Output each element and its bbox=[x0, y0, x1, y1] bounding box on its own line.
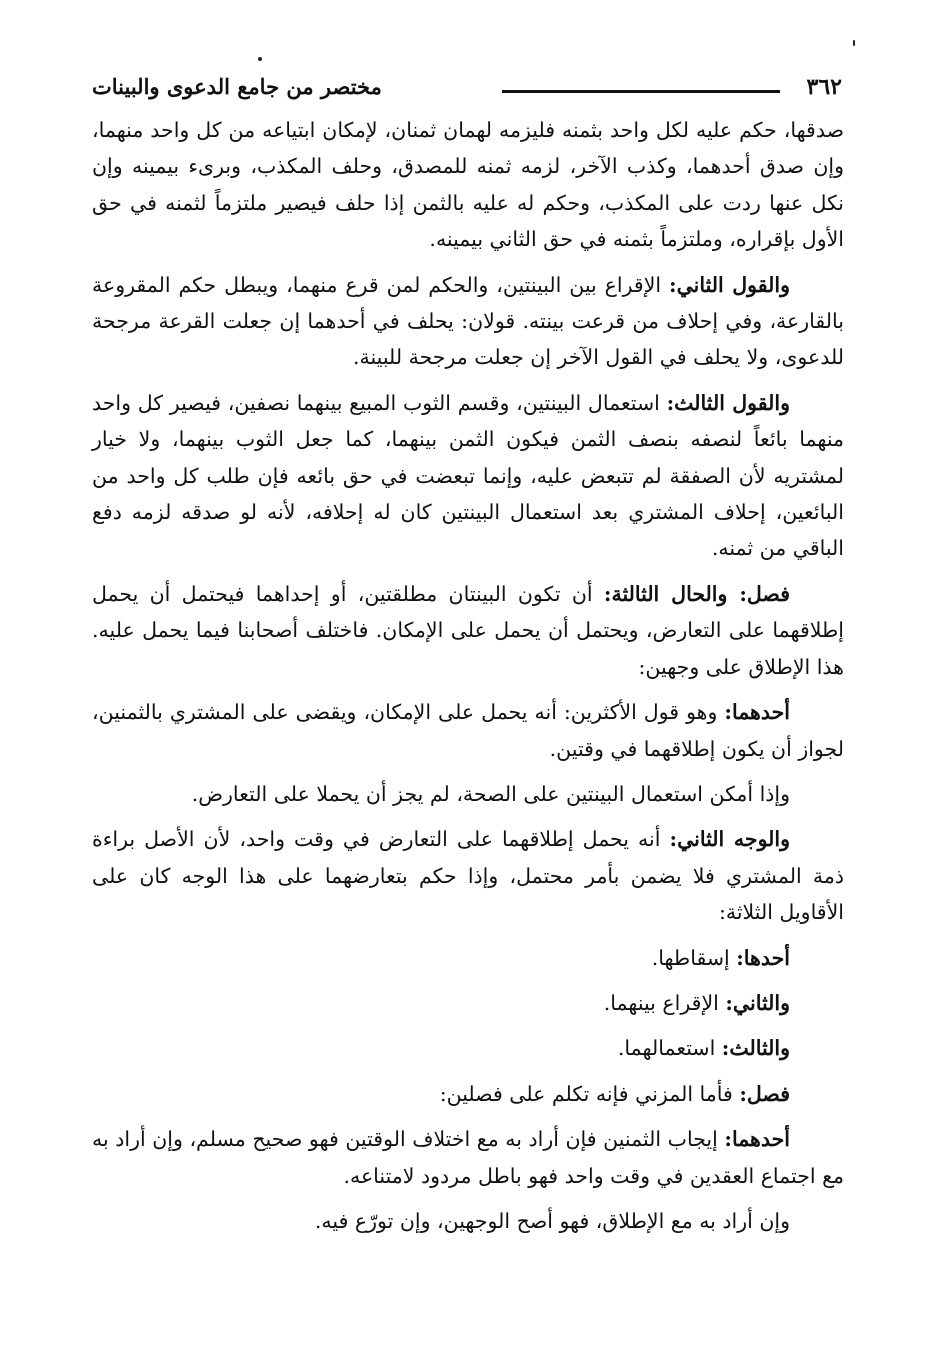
paragraph: والقول الثالث: استعمال البينتين، وقسم الثوب المبيع بينهما نصفين، فيصير كل واحد منهما بائعاً لنصفه بنصف الثمن فيكون الثمن بينهما، كما جعل الثوب بينهما، ولا خيار لمشتريه لأن الصفقة لم تتبعض عليه، وإنما تبعضت في حق بائعه فإن طلب كل واحد من البائعين، إحلاف المشتري بعد استعمال البينتين كان له إحلافه، لأنه لو صدقه لزمه دفع الباقي من ثمنه. bbox=[92, 390, 844, 561]
paragraph-lead: والثاني: bbox=[725, 990, 790, 1015]
paragraph-lead: والثالث: bbox=[721, 1036, 790, 1061]
paragraph-lead: والقول الثالث: bbox=[666, 390, 790, 415]
paragraph-lead: أحدهما: bbox=[724, 1127, 790, 1152]
running-title: مختصر من جامع الدعوى والبينات bbox=[92, 74, 382, 99]
scan-speck bbox=[853, 40, 855, 46]
paragraph-lead: والقول الثاني: bbox=[669, 272, 790, 297]
paragraph-lead: فصل: bbox=[739, 1081, 790, 1106]
paragraph: فصل: فأما المزني فإنه تكلم على فصلين: bbox=[439, 1081, 790, 1106]
paragraph: وإذا أمكن استعمال البينتين على الصحة، لم يجز أن يحملا على التعارض. bbox=[191, 781, 790, 806]
paragraph: أحدهما: وهو قول الأكثرين: أنه يحمل على الإمكان، ويقضى على المشتري بالثمنين، لجواز أن يكون إطلاقهما في وقتين. bbox=[92, 700, 844, 761]
paragraph-lead: فصل: والحال الثالثة: bbox=[603, 581, 790, 606]
list-item: والثالث: استعمالهما. bbox=[617, 1036, 790, 1061]
paragraph: فصل: والحال الثالثة: أن تكون البينتان مطلقتين، أو إحداهما فيحتمل أن يحمل إطلاقهما على التعارض، ويحتمل أن يحمل على الإمكان. فاختلف أصحابنا فيما يحمل عليه. هذا الإطلاق على وجهين: bbox=[92, 581, 844, 679]
page-header bbox=[92, 72, 842, 112]
paragraph-lead: والوجه الثاني: bbox=[669, 827, 791, 852]
paragraph: والوجه الثاني: أنه يحمل إطلاقهما على التعارض في وقت واحد، لأن الأصل براءة ذمة المشتري فلا يضمن بأمر محتمل، وإذا حكم بتعارضهما على هذا الوجه كان على الأقاويل الثلاثة: bbox=[92, 827, 844, 925]
paragraph: صدقها، حكم عليه لكل واحد بثمنه فليزمه لهمان ثمنان، لإمكان ابتياعه من كل واحد منهما، وإن صدق أحدهما، وكذب الآخر، لزمه ثمنه للمصدق، وحلف المكذب، وبرىء بيمينه وإن نكل عنها ردت على المكذب، وحكم له عليه بالثمن إذا حلف فيصير ملتزماً لثمنه في حق الأول بإقراره، وملتزماً بثمنه في حق الثاني بيمينه. bbox=[92, 118, 844, 252]
list-item: والثاني: الإقراع بينهما. bbox=[603, 990, 790, 1015]
paragraph: والقول الثاني: الإقراع بين البينتين، والحكم لمن قرع منهما، ويبطل حكم المقروعة بالقارعة، وفي إحلاف من قرعت بينته. قولان: يحلف في أحدهما إن جعلت القرعة مرجحة للدعوى، ولا يحلف في القول الآخر إن جعلت مرجحة للبينة. bbox=[92, 272, 844, 370]
paragraph: أحدهما: إيجاب الثمنين فإن أراد به مع اختلاف الوقتين فهو صحيح مسلم، وإن أراد به مع اجتماع العقدين في وقت واحد فهو باطل مردود لامتناعه. bbox=[92, 1127, 844, 1188]
list-item: أحدها: إسقاطها. bbox=[651, 945, 790, 970]
paragraph-lead: أحدها: bbox=[736, 945, 790, 970]
page-number: ٣٦٢ bbox=[806, 74, 842, 100]
paragraph-lead: أحدهما: bbox=[724, 700, 790, 725]
header-rule bbox=[502, 90, 780, 93]
scan-speck bbox=[258, 57, 262, 61]
paragraph: وإن أراد به مع الإطلاق، فهو أصح الوجهين، وإن تورّع فيه. bbox=[314, 1208, 790, 1233]
body-text bbox=[92, 112, 844, 1248]
